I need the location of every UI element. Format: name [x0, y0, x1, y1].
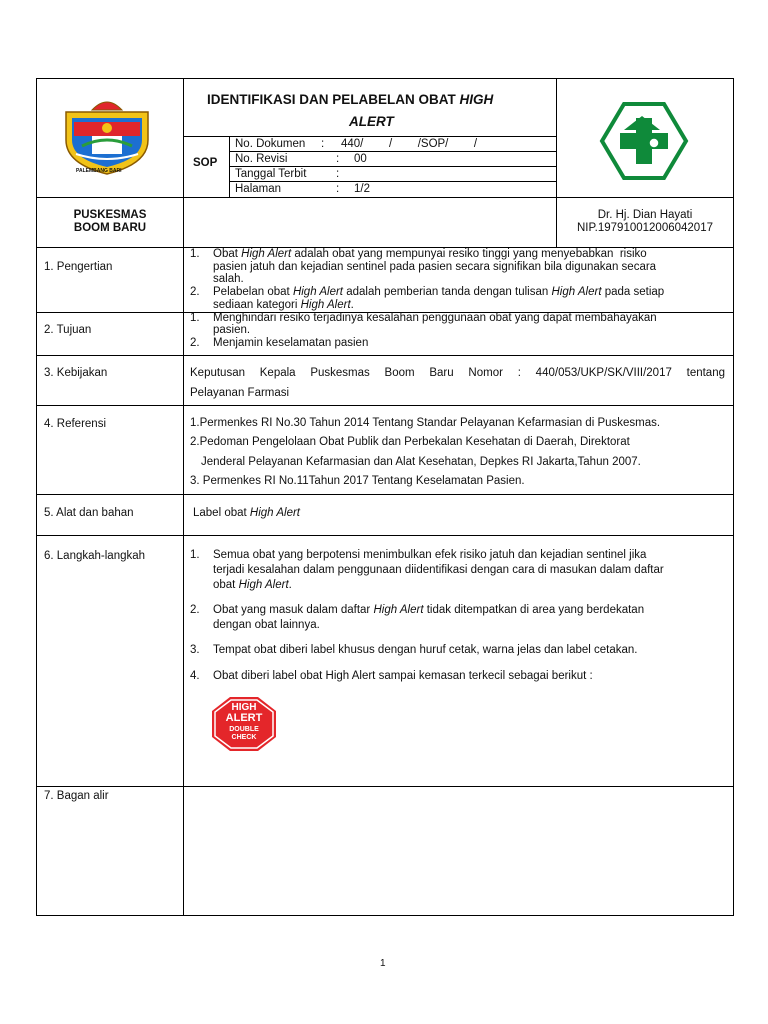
langkah-1-num: 1.	[190, 549, 200, 561]
revision-label: No. Revisi	[235, 153, 288, 165]
crest-ribbon-text: PALEMBANG BARI	[76, 168, 122, 174]
text: tidak ditempatkan di area yang berdekatan	[423, 604, 645, 616]
section-label-langkah: 6. Langkah-langkah	[44, 550, 146, 562]
section-label-bagan: 7. Bagan alir	[44, 790, 109, 802]
stop-sign-check: CHECK	[231, 734, 257, 741]
pengertian-2-num: 2.	[190, 286, 200, 298]
kebijakan-line2: Pelayanan Farmasi	[190, 387, 290, 399]
langkah-2-line1	[213, 604, 644, 617]
referensi-3: 3. Permenkes RI No.11Tahun 2017 Tentang Keselamatan Pasien.	[190, 475, 525, 487]
pengertian-1-line2: pasien jatuh dan kejadian sentinel pada pasien secara signifikan bila digunakan secara	[213, 261, 657, 273]
high-alert-stop-sign	[211, 696, 277, 752]
page-value: 1/2	[354, 183, 370, 195]
revision-sep: :	[336, 153, 340, 165]
text-italic: High Alert	[373, 604, 424, 616]
title-high: HIGH	[459, 92, 494, 107]
doc-no-label: No. Dokumen	[235, 138, 306, 150]
tujuan-2-line1: Menjamin keselamatan pasien	[213, 337, 369, 349]
title-text: IDENTIFIKASI DAN PELABELAN OBAT	[207, 92, 456, 107]
text-italic: High Alert	[238, 579, 289, 591]
text: Pelabelan obat	[213, 286, 293, 298]
tujuan-1-num: 1.	[190, 312, 200, 324]
pengertian-1-line3: salah.	[213, 273, 244, 285]
org-name-line1: PUSKESMAS	[73, 209, 147, 221]
section-label-kebijakan: 3. Kebijakan	[44, 367, 108, 379]
pengertian-2-line1	[213, 286, 664, 299]
referensi-2b: Jenderal Pelayanan Kefarmasian dan Alat Kesehatan, Depkes RI Jakarta,Tahun 2007.	[201, 456, 641, 468]
text: Label obat	[193, 507, 250, 519]
text: Obat	[213, 248, 242, 260]
palembang-crest-logo	[62, 92, 152, 182]
langkah-1-line2: terjadi kesalahan dalam penggunaan diidentifikasi dengan cara di masukan dalam daftar	[213, 564, 664, 576]
text: adalah obat yang mempunyai resiko tinggi yang menyebabkan risiko	[291, 248, 647, 260]
tujuan-1-line2: pasien.	[213, 324, 251, 336]
langkah-1-line1: Semua obat yang berpotensi menimbulkan efek risiko jatuh dan kejadian sentinel jika	[213, 549, 647, 561]
puskesmas-logo	[598, 100, 690, 182]
text: Obat yang masuk dalam daftar	[213, 604, 374, 616]
langkah-3-line1: Tempat obat diberi label khusus dengan huruf cetak, warna jelas dan label cetakan.	[213, 644, 638, 656]
text-italic: High Alert	[300, 299, 351, 311]
text: pada setiap	[601, 286, 665, 298]
revision-value: 00	[354, 153, 367, 165]
section-label-referensi: 4. Referensi	[44, 418, 107, 430]
text: sediaan kategori	[213, 299, 301, 311]
kebijakan-line1: Keputusan Kepala Puskesmas Boom Baru Nomor : 440/053/UKP/SK/VIII/2017 tentang	[190, 367, 725, 379]
signatory-nip: NIP.197910012006042017	[576, 222, 713, 234]
referensi-1: 1.Permenkes RI No.30 Tahun 2014 Tentang Standar Pelayanan Kefarmasian di Puskesmas.	[190, 417, 661, 429]
pengertian-1-num: 1.	[190, 248, 200, 260]
langkah-1-line3	[213, 579, 292, 592]
pengertian-1-line1	[213, 248, 647, 261]
langkah-2-line2: dengan obat lainnya.	[213, 619, 320, 631]
sop-title-line1	[207, 92, 493, 108]
referensi-2: 2.Pedoman Pengelolaan Obat Publik dan Perbekalan Kesehatan di Daerah, Direktorat	[190, 436, 630, 448]
langkah-3-num: 3.	[190, 644, 200, 656]
issue-date-sep: :	[336, 168, 340, 180]
langkah-4-num: 4.	[190, 670, 200, 682]
tujuan-2-num: 2.	[190, 337, 200, 349]
text-italic: High Alert	[249, 507, 300, 519]
text: .	[350, 299, 354, 311]
stop-sign-alert: ALERT	[225, 712, 263, 724]
stop-sign-high: HIGH	[231, 702, 257, 713]
section-label-tujuan: 2. Tujuan	[44, 324, 92, 336]
sop-title-line2: ALERT	[349, 114, 394, 129]
tujuan-1-line1: Menghindari resiko terjadinya kesalahan penggunaan obat yang dapat membahayakan	[213, 312, 657, 324]
langkah-4-line1: Obat diberi label obat High Alert sampai kemasan terkecil sebagai berikut :	[213, 670, 593, 682]
text: obat	[213, 579, 239, 591]
alat-value	[193, 507, 300, 520]
section-label-alat: 5. Alat dan bahan	[44, 507, 134, 519]
doc-no-sep: :	[321, 138, 325, 150]
text-italic: High Alert	[292, 286, 344, 298]
signatory-name: Dr. Hj. Dian Hayati	[597, 209, 693, 221]
pengertian-2-line2	[213, 299, 354, 312]
org-name-line2: BOOM BARU	[73, 222, 147, 234]
text-italic: High Alert	[241, 248, 292, 260]
page-sep: :	[336, 183, 340, 195]
doc-no-value: 440/ / /SOP/ /	[341, 138, 478, 150]
issue-date-label: Tanggal Terbit	[235, 168, 307, 180]
text: adalah pemberian tanda dengan tulisan	[343, 286, 552, 298]
section-label-pengertian: 1. Pengertian	[44, 261, 113, 273]
stop-sign-double: DOUBLE	[229, 726, 259, 733]
text-italic: High Alert	[551, 286, 602, 298]
page-number: 1	[380, 958, 386, 969]
langkah-2-num: 2.	[190, 604, 200, 616]
page-label: Halaman	[235, 183, 282, 195]
text: .	[288, 579, 292, 591]
sop-label: SOP	[193, 157, 218, 169]
